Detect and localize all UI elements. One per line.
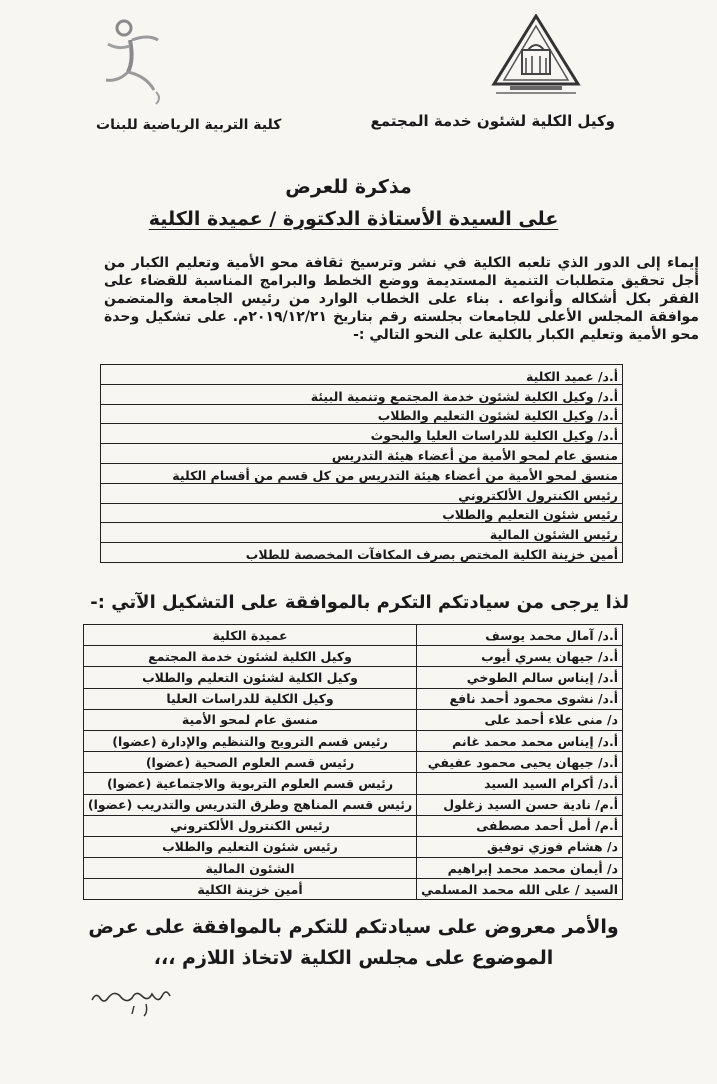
closing-line-2: الموضوع على مجلس الكلية لاتخاذ اللازم ،،، bbox=[153, 947, 554, 969]
table-row bbox=[83, 688, 622, 709]
member-name: أ.د/ آمال محمد يوسف bbox=[417, 625, 623, 646]
table-cell: رئيس شئون التعليم والطلاب bbox=[101, 503, 623, 523]
table-row bbox=[83, 730, 622, 751]
table-row bbox=[83, 858, 622, 879]
member-position: أمين خزينة الكلية bbox=[83, 879, 416, 900]
member-position: الشئون المالية bbox=[83, 858, 416, 879]
memo-addressee bbox=[0, 208, 712, 230]
table-row bbox=[83, 794, 622, 815]
intro-paragraph: إيماء إلى الدور الذي تلعبه الكلية في نشر وترسيخ ثقافة محو الأمية وتعليم الكبار من أجل تحقيق متطلبات التنمية المستديمة ووضع الخطط والبرامج المناسبة للقضاء على الفقر بكل أشكاله وأنواعه . بناء على الخطاب الوارد من رئيس الجامعة والمتضمن موافقة المجلس الأعلى للجامعات بجلسته رقم بتاريخ ٢٠١٩/١٢/٢١م. على تشكيل وحدة محو الأمية وتعليم الكبار بالكلية على النحو التالي :- bbox=[104, 255, 699, 343]
member-name: أ.د/ أكرام السيد السيد bbox=[417, 773, 623, 794]
table-row bbox=[83, 879, 622, 900]
table-row bbox=[83, 625, 622, 646]
table-row bbox=[83, 773, 622, 794]
zagazig-university-logo-icon bbox=[488, 14, 584, 100]
member-position: رئيس قسم المناهج وطرق التدريس والتدريب (عضوا) bbox=[83, 794, 416, 815]
table-cell: منسق عام لمحو الأمية من أعضاء هيئة التدريس bbox=[101, 444, 623, 464]
member-position: رئيس الكنترول الألكتروني bbox=[83, 815, 416, 836]
vice-dean-title: وكيل الكلية لشئون خدمة المجتمع bbox=[370, 112, 615, 130]
proposed-formation-table bbox=[83, 624, 623, 900]
member-name: أ.م/ نادية حسن السيد زغلول bbox=[417, 794, 623, 815]
table-row bbox=[101, 365, 623, 385]
member-position: وكيل الكلية لشئون التعليم والطلاب bbox=[83, 667, 416, 688]
member-name: أ.د/ إيناس سالم الطوخي bbox=[417, 667, 623, 688]
table-row bbox=[83, 836, 622, 857]
member-position: وكيل الكلية للدراسات العليا bbox=[83, 688, 416, 709]
member-position: وكيل الكلية لشئون خدمة المجتمع bbox=[83, 646, 416, 667]
table-row bbox=[83, 646, 622, 667]
table-row bbox=[83, 667, 622, 688]
closing-line-1: والأمر معروض على سيادتكم للتكرم بالموافقة على عرض bbox=[88, 916, 619, 938]
table-row bbox=[101, 523, 623, 543]
approval-request-text: لذا يرجى من سيادتكم التكرم بالموافقة على التشكيل الآتي :- bbox=[90, 592, 629, 613]
table-cell: رئيس الكنترول الألكتروني bbox=[101, 483, 623, 503]
table-cell: أ.د/ وكيل الكلية لشئون خدمة المجتمع وتنمية البيئة bbox=[101, 384, 623, 404]
member-name: أ.د/ نشوى محمود أحمد نافع bbox=[417, 688, 623, 709]
memo-title: مذكرة للعرض bbox=[285, 176, 412, 198]
member-name: د/ منى علاء أحمد على bbox=[417, 709, 623, 730]
table-cell: أ.د/ عميد الكلية bbox=[101, 365, 623, 385]
member-position: منسق عام لمحو الأمية bbox=[83, 709, 416, 730]
table-row bbox=[101, 463, 623, 483]
member-position: رئيس قسم العلوم التربوية والاجتماعية (عضوا) bbox=[83, 773, 416, 794]
member-position: رئيس قسم الترويح والتنظيم والإدارة (عضوا) bbox=[83, 730, 416, 751]
member-name: د/ أيمان محمد محمد إبراهيم bbox=[417, 858, 623, 879]
table-row bbox=[83, 752, 622, 773]
table-row bbox=[101, 483, 623, 503]
runner-logo-icon bbox=[96, 10, 176, 106]
handwritten-signature-icon bbox=[86, 982, 176, 1022]
member-name: د/ هشام فوزي توفيق bbox=[417, 836, 623, 857]
table-row bbox=[101, 503, 623, 523]
member-position: رئيس شئون التعليم والطلاب bbox=[83, 836, 416, 857]
table-row bbox=[101, 543, 623, 563]
closing-statement bbox=[0, 912, 712, 974]
table-cell: أ.د/ وكيل الكلية للدراسات العليا والبحوث bbox=[101, 424, 623, 444]
table-row bbox=[83, 815, 622, 836]
member-position: عميدة الكلية bbox=[83, 625, 416, 646]
table-cell: رئيس الشئون المالية bbox=[101, 523, 623, 543]
table-row bbox=[83, 709, 622, 730]
addressee-text: على السيدة الأستاذة الدكتورة / عميدة الكلية bbox=[148, 208, 559, 230]
table-row bbox=[101, 384, 623, 404]
member-name: السيد / على الله محمد المسلمي bbox=[417, 879, 623, 900]
member-name: أ.د/ إيناس محمد محمد غانم bbox=[417, 730, 623, 751]
member-position: رئيس قسم العلوم الصحية (عضوا) bbox=[83, 752, 416, 773]
table-row bbox=[101, 424, 623, 444]
table-row bbox=[101, 404, 623, 424]
table-row bbox=[101, 444, 623, 464]
table-cell: أمين خزينة الكلية المختص بصرف المكافآت المخصصة للطلاب bbox=[101, 543, 623, 563]
faculty-name: كلية التربية الرياضية للبنات bbox=[96, 117, 282, 133]
member-name: أ.د/ جيهان يسري أيوب bbox=[417, 646, 623, 667]
table-cell: منسق لمحو الأمية من أعضاء هيئة التدريس من كل قسم من أقسام الكلية bbox=[101, 463, 623, 483]
member-name: أ.م/ أمل أحمد مصطفى bbox=[417, 815, 623, 836]
table-cell: أ.د/ وكيل الكلية لشئون التعليم والطلاب bbox=[101, 404, 623, 424]
member-name: أ.د/ جيهان يحيى محمود عفيفي bbox=[417, 752, 623, 773]
unit-structure-table bbox=[100, 364, 623, 563]
